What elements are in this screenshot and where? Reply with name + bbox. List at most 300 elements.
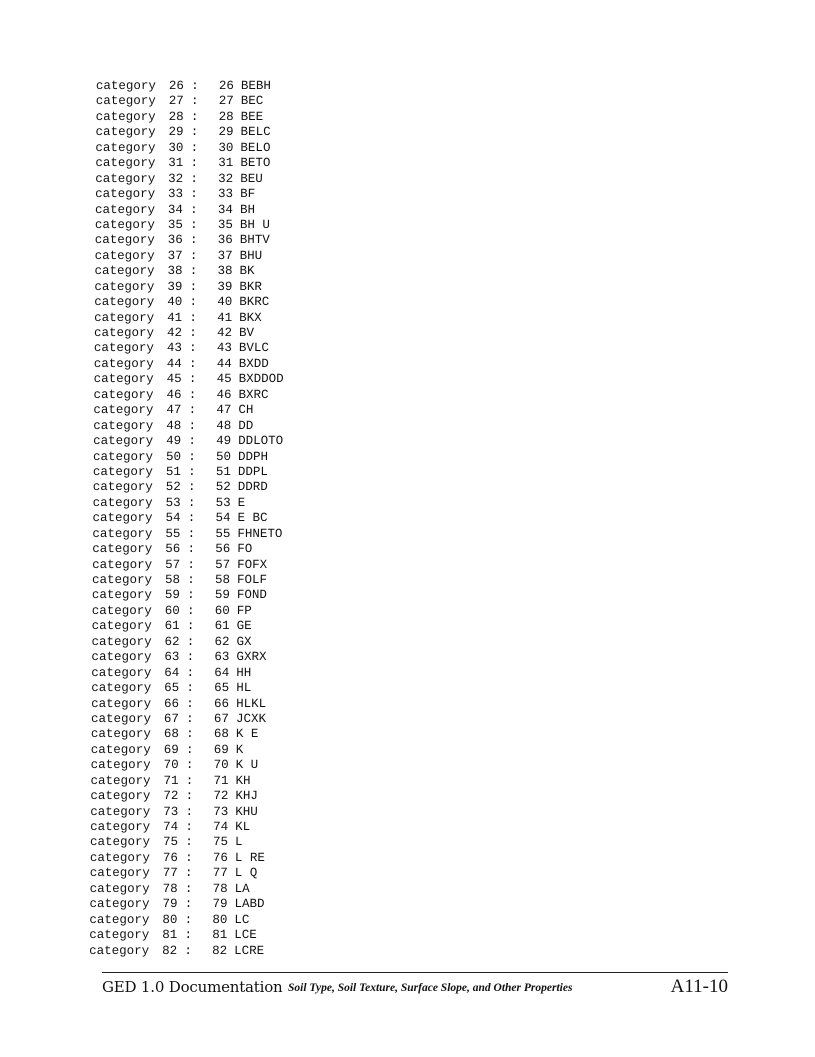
separator-colon: :: [188, 372, 197, 387]
category-index: 58: [164, 573, 181, 587]
category-index: 35: [167, 217, 183, 232]
category-word: category: [95, 79, 157, 93]
separator-colon: :: [187, 542, 196, 557]
category-index: 34: [167, 202, 184, 217]
category-word: category: [90, 711, 152, 726]
list-item: [92, 527, 392, 542]
separator-colon: :: [184, 928, 193, 943]
category-name: DD: [238, 418, 254, 433]
category-name: BKR: [239, 279, 262, 294]
category-code: 34: [217, 202, 234, 217]
category-word: category: [92, 511, 153, 526]
category-name: BEE: [240, 109, 264, 124]
category-name: GXRX: [236, 650, 267, 665]
category-code: 39: [217, 279, 233, 294]
category-name: E: [237, 495, 246, 510]
category-name: E BC: [237, 511, 268, 526]
category-name: JCXK: [235, 711, 267, 726]
category-word: category: [94, 248, 155, 263]
category-index: 71: [163, 773, 179, 788]
category-index: 39: [167, 279, 183, 294]
list-item: [95, 141, 395, 156]
category-code: 57: [215, 557, 231, 572]
category-name: L RE: [234, 850, 265, 865]
category-index: 49: [166, 434, 182, 449]
category-word: category: [90, 789, 151, 804]
category-word: category: [93, 372, 154, 387]
list-item: [91, 758, 391, 773]
list-item: [91, 727, 391, 742]
category-name: FOFX: [237, 557, 268, 572]
separator-colon: :: [189, 279, 198, 294]
category-code: 80: [212, 912, 228, 927]
category-name: GE: [236, 619, 252, 634]
category-name: BK: [239, 264, 255, 279]
separator-colon: :: [187, 495, 196, 510]
category-name: K U: [235, 758, 259, 773]
category-index: 80: [162, 912, 178, 927]
category-name: DDPH: [237, 449, 269, 464]
separator-colon: :: [190, 187, 198, 202]
separator-colon: :: [187, 557, 195, 572]
separator-colon: :: [185, 742, 194, 757]
category-index: 78: [162, 881, 178, 896]
separator-colon: :: [184, 943, 192, 958]
category-word: category: [94, 233, 155, 248]
category-index: 68: [163, 727, 179, 742]
category-word: category: [93, 356, 154, 371]
category-name: BELO: [240, 140, 271, 155]
separator-colon: :: [187, 588, 195, 603]
category-index: 76: [162, 850, 178, 865]
list-item: [91, 666, 391, 681]
list-item: [91, 681, 391, 696]
category-name: DDPL: [237, 464, 268, 479]
list-item: [89, 897, 389, 912]
list-item: [89, 913, 389, 928]
category-word: category: [94, 202, 156, 217]
category-word: category: [90, 804, 151, 819]
category-name: BXRC: [238, 387, 269, 402]
category-code: 77: [212, 866, 228, 881]
list-item: [94, 264, 394, 279]
category-word: category: [89, 835, 151, 850]
category-index: 30: [168, 140, 184, 155]
category-code: 36: [217, 233, 233, 248]
category-name: HH: [236, 665, 252, 680]
category-index: 75: [162, 835, 179, 850]
category-word: category: [94, 295, 155, 310]
list-item: [91, 743, 391, 758]
footer-rule: [102, 972, 728, 973]
separator-colon: :: [184, 881, 193, 896]
category-word: category: [93, 326, 155, 340]
category-word: category: [89, 850, 150, 865]
list-item: [91, 697, 391, 712]
category-index: 27: [168, 94, 184, 109]
separator-colon: :: [188, 403, 197, 418]
category-code: 35: [217, 217, 233, 232]
category-code: 69: [213, 742, 229, 757]
category-index: 37: [167, 248, 183, 263]
category-index: 54: [165, 511, 181, 526]
category-word: category: [91, 681, 152, 696]
separator-colon: :: [187, 603, 195, 618]
category-code: 82: [212, 943, 228, 958]
category-word: category: [91, 619, 152, 634]
category-name: KHU: [235, 804, 258, 819]
category-word: category: [91, 588, 153, 603]
category-index: 40: [167, 295, 183, 310]
category-code: 52: [215, 480, 231, 495]
category-listing: [89, 79, 396, 959]
category-name: BELC: [240, 125, 271, 140]
category-code: 74: [213, 820, 229, 834]
category-word: category: [89, 943, 150, 958]
list-item: [90, 774, 390, 789]
category-code: 60: [214, 603, 230, 618]
list-item: [95, 249, 395, 264]
category-code: 68: [213, 727, 229, 742]
category-code: 30: [218, 140, 234, 155]
category-index: 70: [163, 758, 179, 773]
category-word: category: [95, 156, 156, 171]
category-index: 63: [164, 650, 180, 665]
category-name: BVLC: [238, 341, 269, 356]
list-item: [96, 110, 396, 125]
category-code: 50: [215, 449, 232, 464]
category-code: 64: [214, 665, 230, 680]
category-index: 47: [166, 403, 182, 418]
category-name: BH: [239, 202, 256, 217]
category-code: 43: [216, 341, 232, 356]
separator-colon: :: [184, 912, 193, 927]
separator-colon: :: [189, 295, 198, 310]
separator-colon: :: [190, 217, 198, 232]
category-code: 53: [215, 495, 231, 510]
list-item: [90, 882, 390, 897]
category-code: 71: [213, 773, 229, 788]
category-word: category: [95, 94, 156, 109]
separator-colon: :: [186, 665, 195, 680]
separator-colon: :: [189, 341, 197, 356]
category-index: 61: [164, 619, 180, 634]
category-code: 81: [212, 928, 228, 943]
list-item: [94, 341, 394, 356]
list-item: [90, 866, 390, 881]
category-name: LCE: [234, 928, 257, 943]
list-item: [92, 511, 392, 526]
category-name: FO: [237, 542, 253, 557]
document-title: GED 1.0 Documentation: [102, 978, 283, 996]
list-item: [93, 388, 393, 403]
separator-colon: :: [185, 835, 193, 850]
category-word: category: [95, 109, 156, 124]
separator-colon: :: [187, 511, 196, 526]
separator-colon: :: [188, 464, 196, 479]
category-code: 70: [213, 758, 229, 773]
category-name: HLKL: [236, 696, 267, 711]
separator-colon: :: [189, 310, 197, 325]
category-word: category: [94, 310, 155, 325]
category-name: HL: [236, 681, 252, 696]
category-code: 56: [215, 542, 231, 557]
category-index: 74: [163, 820, 179, 834]
category-code: 41: [217, 310, 233, 325]
category-word: category: [95, 125, 156, 140]
category-code: 79: [212, 897, 228, 912]
category-index: 81: [162, 928, 178, 943]
category-code: 33: [218, 187, 234, 202]
category-name: BXDD: [238, 356, 269, 371]
list-item: [89, 944, 389, 959]
category-code: 59: [214, 588, 230, 603]
separator-colon: :: [189, 264, 198, 279]
category-index: 62: [164, 634, 180, 649]
category-name: BHU: [239, 248, 263, 263]
category-code: 27: [218, 94, 234, 109]
category-name: KHJ: [235, 789, 258, 804]
category-word: category: [93, 387, 154, 402]
list-item: [95, 187, 395, 202]
list-item: [91, 712, 391, 727]
category-index: 66: [164, 696, 180, 711]
separator-colon: :: [188, 418, 197, 433]
list-item: [90, 789, 390, 804]
category-word: category: [94, 264, 155, 279]
category-code: 29: [218, 125, 234, 140]
list-item: [94, 295, 394, 310]
category-index: 46: [166, 387, 182, 402]
separator-colon: :: [191, 79, 199, 93]
category-index: 67: [163, 711, 180, 726]
list-item: [93, 480, 393, 495]
category-code: 75: [212, 835, 229, 850]
category-word: category: [91, 634, 152, 649]
separator-colon: :: [190, 140, 199, 155]
separator-colon: :: [186, 696, 194, 711]
separator-colon: :: [190, 109, 199, 124]
category-word: category: [90, 758, 151, 773]
category-word: category: [91, 650, 152, 665]
category-word: category: [91, 603, 152, 618]
category-code: 72: [213, 789, 229, 804]
category-word: category: [92, 526, 153, 541]
category-index: 48: [166, 418, 182, 433]
category-name: BHTV: [239, 233, 270, 248]
category-word: category: [94, 217, 155, 232]
category-index: 42: [166, 326, 183, 340]
list-item: [95, 172, 395, 187]
category-code: 49: [216, 434, 232, 449]
category-code: 58: [214, 573, 231, 587]
list-item: [92, 558, 392, 573]
list-item: [96, 94, 396, 109]
separator-colon: :: [189, 233, 198, 248]
separator-colon: :: [190, 202, 198, 217]
category-word: category: [89, 912, 150, 927]
separator-colon: :: [189, 326, 197, 340]
category-name: CH: [238, 403, 254, 418]
list-item: [92, 604, 392, 619]
separator-colon: :: [185, 773, 194, 788]
category-index: 77: [162, 866, 178, 881]
category-index: 45: [166, 372, 182, 387]
category-index: 56: [165, 542, 181, 557]
list-item: [95, 218, 395, 233]
category-index: 53: [165, 495, 181, 510]
separator-colon: :: [188, 356, 197, 371]
separator-colon: :: [186, 681, 195, 696]
list-item: [94, 357, 394, 372]
list-item: [92, 635, 392, 650]
list-item: [93, 434, 393, 449]
category-word: category: [95, 187, 156, 202]
list-item: [93, 419, 393, 434]
separator-colon: :: [188, 387, 197, 402]
list-item: [90, 835, 390, 850]
category-name: L Q: [234, 866, 258, 881]
category-code: 32: [218, 171, 234, 186]
category-word: category: [95, 171, 156, 186]
category-code: 66: [214, 696, 230, 711]
category-word: category: [91, 665, 152, 680]
category-word: category: [90, 727, 151, 742]
list-item: [90, 851, 390, 866]
category-code: 28: [218, 109, 234, 124]
category-code: 54: [215, 511, 231, 526]
category-name: BXDDOD: [238, 372, 284, 387]
category-name: BEC: [240, 94, 264, 109]
page-number: A11-10: [670, 976, 728, 997]
list-item: [90, 820, 390, 835]
category-index: 51: [165, 464, 181, 479]
category-word: category: [93, 403, 154, 418]
category-name: BEBH: [240, 79, 272, 93]
list-item: [94, 311, 394, 326]
category-word: category: [89, 897, 150, 912]
list-item: [92, 573, 392, 588]
category-code: 62: [214, 634, 230, 649]
page-footer: [102, 976, 728, 1000]
category-code: 48: [216, 418, 232, 433]
separator-colon: :: [187, 573, 195, 587]
list-item: [95, 156, 395, 171]
separator-colon: :: [184, 866, 193, 881]
separator-colon: :: [187, 526, 196, 541]
separator-colon: :: [191, 94, 199, 109]
list-item: [96, 125, 396, 140]
separator-colon: :: [186, 634, 195, 649]
category-code: 47: [216, 403, 232, 418]
list-item: [96, 79, 396, 94]
category-code: 44: [216, 356, 232, 371]
separator-colon: :: [185, 789, 194, 804]
category-name: FOLF: [237, 573, 268, 587]
category-index: 36: [167, 233, 183, 248]
category-word: category: [92, 464, 153, 479]
category-name: LA: [234, 881, 250, 896]
category-code: 40: [217, 295, 233, 310]
category-code: 61: [214, 619, 230, 634]
category-name: BH U: [239, 217, 270, 232]
category-index: 44: [166, 356, 182, 371]
category-name: BF: [240, 187, 256, 202]
separator-colon: :: [190, 125, 199, 140]
category-index: 32: [168, 171, 184, 186]
separator-colon: :: [186, 711, 194, 726]
separator-colon: :: [190, 171, 199, 186]
category-word: category: [91, 696, 152, 711]
category-code: 78: [212, 881, 228, 896]
category-index: 26: [168, 79, 184, 93]
category-index: 28: [168, 109, 184, 124]
category-name: FOND: [236, 588, 268, 603]
category-code: 51: [215, 464, 231, 479]
category-index: 73: [163, 804, 179, 819]
category-index: 79: [162, 897, 178, 912]
category-word: category: [90, 820, 151, 834]
category-name: LC: [234, 912, 250, 927]
category-index: 52: [165, 480, 181, 495]
category-word: category: [92, 557, 153, 572]
list-item: [95, 233, 395, 248]
category-index: 38: [167, 264, 183, 279]
category-code: 76: [212, 850, 228, 865]
category-code: 26: [218, 79, 234, 93]
category-word: category: [95, 140, 156, 155]
separator-colon: :: [188, 449, 196, 464]
category-code: 67: [213, 711, 230, 726]
separator-colon: :: [186, 727, 194, 742]
category-code: 63: [214, 650, 230, 665]
category-index: 57: [165, 557, 181, 572]
list-item: [89, 928, 389, 943]
category-index: 69: [163, 742, 179, 757]
category-index: 31: [168, 156, 184, 171]
category-name: FP: [236, 603, 252, 618]
category-code: 55: [215, 526, 231, 541]
separator-colon: :: [188, 434, 196, 449]
category-word: category: [92, 495, 153, 510]
category-name: LCRE: [234, 943, 265, 958]
category-index: 29: [168, 125, 184, 140]
category-code: 46: [216, 387, 232, 402]
category-word: category: [89, 866, 150, 881]
category-word: category: [94, 279, 155, 294]
list-item: [90, 805, 390, 820]
category-name: K E: [235, 727, 259, 742]
category-index: 59: [164, 588, 180, 603]
category-index: 82: [162, 943, 178, 958]
category-word: category: [89, 881, 150, 896]
category-name: BETO: [240, 156, 271, 171]
category-name: K: [235, 742, 244, 757]
category-index: 65: [164, 681, 180, 696]
category-word: category: [92, 480, 153, 495]
category-code: 38: [217, 264, 233, 279]
category-word: category: [89, 928, 150, 943]
category-name: L: [234, 835, 243, 850]
category-index: 33: [168, 187, 184, 202]
category-name: BKX: [239, 310, 262, 325]
category-word: category: [92, 449, 154, 464]
separator-colon: :: [186, 650, 195, 665]
category-word: category: [93, 434, 154, 449]
category-index: 41: [167, 310, 183, 325]
category-word: category: [92, 542, 153, 557]
category-code: 45: [216, 372, 232, 387]
